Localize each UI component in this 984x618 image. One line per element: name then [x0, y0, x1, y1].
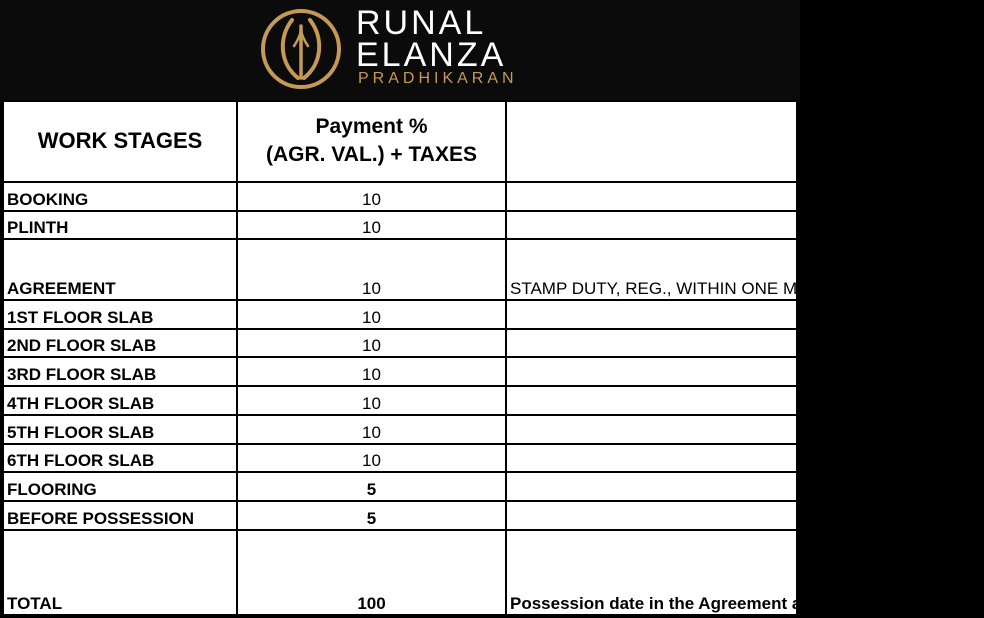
brand-logo-icon — [258, 6, 344, 92]
work-stage-cell: 5TH FLOOR SLAB — [3, 415, 237, 444]
work-stage-cell: 1ST FLOOR SLAB — [3, 300, 237, 329]
header-payment — [237, 101, 506, 182]
payment-schedule-table — [2, 100, 984, 616]
work-stage-cell: BEFORE POSSESSION — [3, 501, 237, 530]
payment-percent-cell: 5 — [237, 472, 506, 501]
payment-percent-cell: 10 — [237, 357, 506, 386]
note-cell — [506, 182, 797, 211]
work-stage-cell: TOTAL — [3, 530, 237, 615]
table-row — [3, 329, 797, 358]
note-cell — [506, 386, 797, 415]
table-row — [3, 211, 797, 240]
work-stage-cell: AGREEMENT — [3, 239, 237, 300]
table-row — [3, 444, 797, 473]
header-notes — [506, 101, 797, 182]
note-cell — [506, 501, 797, 530]
note-cell — [506, 329, 797, 358]
note-cell — [506, 415, 797, 444]
note-cell — [506, 357, 797, 386]
work-stage-cell: 4TH FLOOR SLAB — [3, 386, 237, 415]
table-row — [3, 530, 797, 615]
work-stage-cell: 2ND FLOOR SLAB — [3, 329, 237, 358]
table-row — [3, 239, 797, 300]
payment-percent-cell: 10 — [237, 444, 506, 473]
payment-percent-cell: 10 — [237, 182, 506, 211]
payment-percent-cell: 5 — [237, 501, 506, 530]
note-cell — [506, 300, 797, 329]
table-header-row — [3, 101, 797, 182]
payment-percent-cell: 100 — [237, 530, 506, 615]
note-cell — [506, 211, 797, 240]
work-stage-cell: FLOORING — [3, 472, 237, 501]
payment-percent-cell: 10 — [237, 415, 506, 444]
note-cell — [506, 472, 797, 501]
payment-percent-cell: 10 — [237, 329, 506, 358]
payment-percent-cell: 10 — [237, 386, 506, 415]
header-work-stages: WORK STAGES — [3, 101, 237, 182]
brand-banner — [0, 0, 800, 100]
brand-subtitle: PRADHIKARAN — [358, 70, 518, 87]
work-stage-cell: PLINTH — [3, 211, 237, 240]
payment-percent-cell: 10 — [237, 239, 506, 300]
table-row — [3, 357, 797, 386]
table-row — [3, 472, 797, 501]
payment-percent-cell: 10 — [237, 300, 506, 329]
header-payment-text: Payment % (AGR. VAL.) + TAXES — [266, 115, 477, 167]
brand-name-line2: ELANZA — [356, 36, 507, 74]
table-row — [3, 300, 797, 329]
table-row — [3, 182, 797, 211]
note-cell: STAMP DUTY, REG., WITHIN ONE MONTH FROM BOOKING — [506, 239, 797, 300]
table-row — [3, 386, 797, 415]
work-stage-cell: 6TH FLOOR SLAB — [3, 444, 237, 473]
payment-percent-cell: 10 — [237, 211, 506, 240]
table-row — [3, 415, 797, 444]
work-stage-cell: BOOKING — [3, 182, 237, 211]
note-cell — [506, 444, 797, 473]
note-cell: Possession date in the Agreement and RERA - JUNE 19 — [506, 530, 797, 615]
work-stage-cell: 3RD FLOOR SLAB — [3, 357, 237, 386]
table-row — [3, 501, 797, 530]
brand-name-line1: RUNAL — [356, 4, 487, 42]
